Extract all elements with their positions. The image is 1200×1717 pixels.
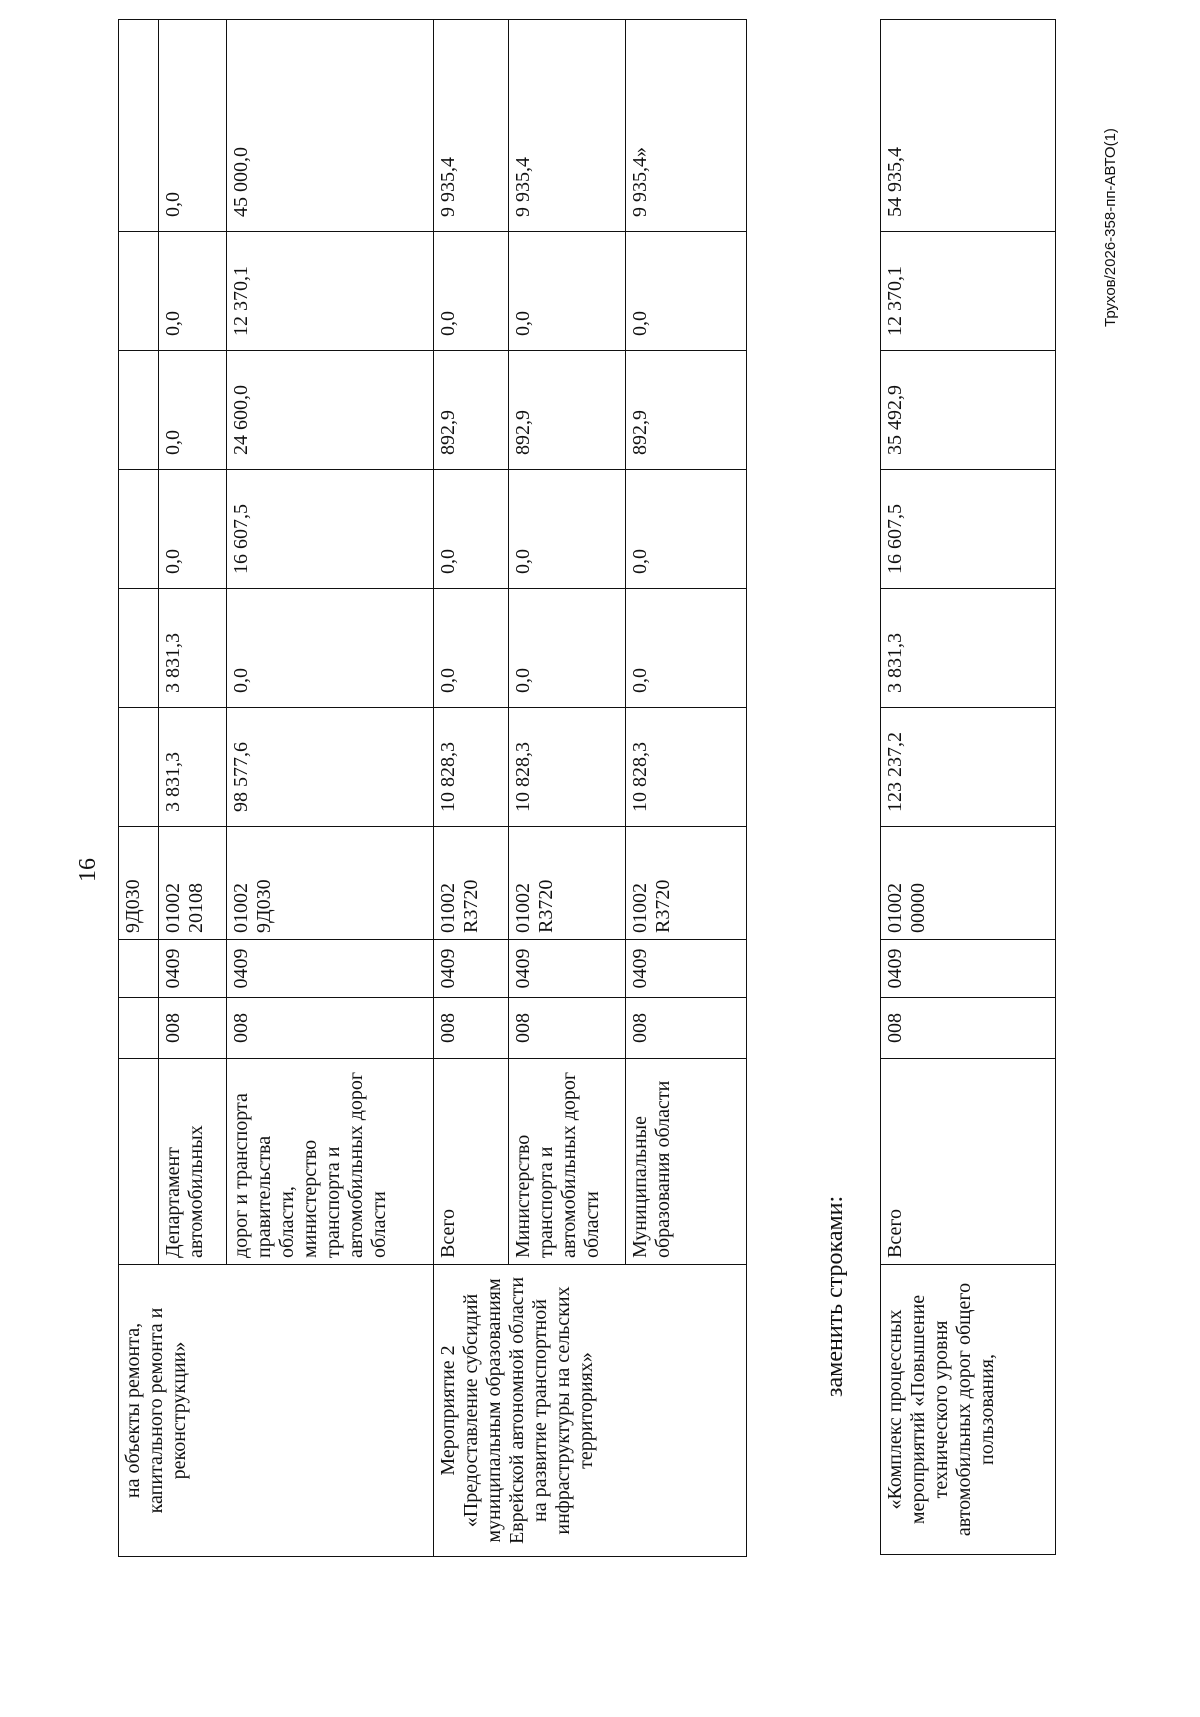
table-row [881, 20, 1056, 1555]
budget-table [118, 19, 747, 1557]
code-cell: 008 [509, 998, 626, 1059]
value-cell: 54 935,4 [881, 20, 1056, 232]
value-cell: 98 577,6 [227, 708, 434, 827]
value-cell: 892,9 [509, 351, 626, 470]
code-cell: 01002 9Д030 [227, 827, 434, 940]
value-cell: 10 828,3 [626, 708, 747, 827]
replace-instruction: заменить строками: [822, 1195, 848, 1397]
value-cell: 0,0 [159, 20, 227, 232]
executor-cell: Министерство транспорта и автомобильных дорог области [509, 1059, 626, 1265]
value-cell: 3 831,3 [159, 589, 227, 708]
value-cell: 0,0 [434, 232, 509, 351]
value-cell: 9 935,4» [626, 20, 747, 232]
value-cell: 0,0 [227, 589, 434, 708]
code-cell: 0409 [881, 940, 1056, 998]
kbk-cell: 9Д030 [119, 827, 159, 940]
value-cell: 45 000,0 [227, 20, 434, 232]
table-row-continuation [119, 20, 159, 1557]
code-cell: 01002 R3720 [509, 827, 626, 940]
value-cell: 12 370,1 [881, 232, 1056, 351]
document-reference: Трухов/2026-358-пп-АВТО(1) [1102, 128, 1119, 327]
value-cell: 16 607,5 [227, 470, 434, 589]
value-cell: 0,0 [626, 232, 747, 351]
code-cell: 008 [626, 998, 747, 1059]
code-cell: 0409 [509, 940, 626, 998]
value-cell: 10 828,3 [509, 708, 626, 827]
executor-cell: Муниципальные образования области [626, 1059, 747, 1265]
code-cell: 01002 R3720 [626, 827, 747, 940]
value-cell: 9 935,4 [434, 20, 509, 232]
value-cell: 35 492,9 [881, 351, 1056, 470]
value-cell: 0,0 [509, 232, 626, 351]
code-cell: 0409 [227, 940, 434, 998]
value-cell: 0,0 [509, 589, 626, 708]
value-cell: 12 370,1 [227, 232, 434, 351]
value-cell: 3 831,3 [159, 708, 227, 827]
value-cell: 24 600,0 [227, 351, 434, 470]
replacement-table [880, 19, 1056, 1555]
executor-cell: Всего [881, 1059, 1056, 1265]
executor-cell: Всего [434, 1059, 509, 1265]
event-cell: «Комплекс процессных мероприятий «Повышение технического уровня автомобильных дорог общего пользования, [881, 1265, 1056, 1555]
value-cell: 0,0 [626, 470, 747, 589]
code-cell: 008 [159, 998, 227, 1059]
code-cell: 01002 R3720 [434, 827, 509, 940]
code-cell: 008 [434, 998, 509, 1059]
value-cell: 16 607,5 [881, 470, 1056, 589]
code-cell: 008 [227, 998, 434, 1059]
value-cell: 0,0 [159, 351, 227, 470]
executor-cell: Департамент автомобильных [159, 1059, 227, 1265]
value-cell: 9 935,4 [509, 20, 626, 232]
page-number: 16 [75, 858, 101, 882]
value-cell: 123 237,2 [881, 708, 1056, 827]
code-cell: 008 [881, 998, 1056, 1059]
value-cell: 3 831,3 [881, 589, 1056, 708]
value-cell: 0,0 [434, 470, 509, 589]
value-cell: 0,0 [434, 589, 509, 708]
code-cell: 0409 [434, 940, 509, 998]
value-cell: 0,0 [626, 589, 747, 708]
event-cell: Мероприятие 2 «Предоставление субсидий муниципальным образованиям Еврейской автономной области на развитие транспортной инфраструктуры на сельских территориях» [434, 1265, 747, 1557]
value-cell: 0,0 [159, 470, 227, 589]
value-cell: 892,9 [434, 351, 509, 470]
value-cell: 10 828,3 [434, 708, 509, 827]
value-cell: 892,9 [626, 351, 747, 470]
value-cell: 0,0 [509, 470, 626, 589]
code-cell: 0409 [159, 940, 227, 998]
table-row [434, 20, 509, 1557]
executor-cell: дорог и транспорта правительства области, министерство транспорта и автомобильных дорог области [227, 1059, 434, 1265]
value-cell: 0,0 [159, 232, 227, 351]
code-cell: 01002 20108 [159, 827, 227, 940]
code-cell: 01002 00000 [881, 827, 1056, 940]
code-cell: 0409 [626, 940, 747, 998]
event-cell: на объекты ремонта, капитального ремонта и реконструкции» [119, 1265, 434, 1557]
